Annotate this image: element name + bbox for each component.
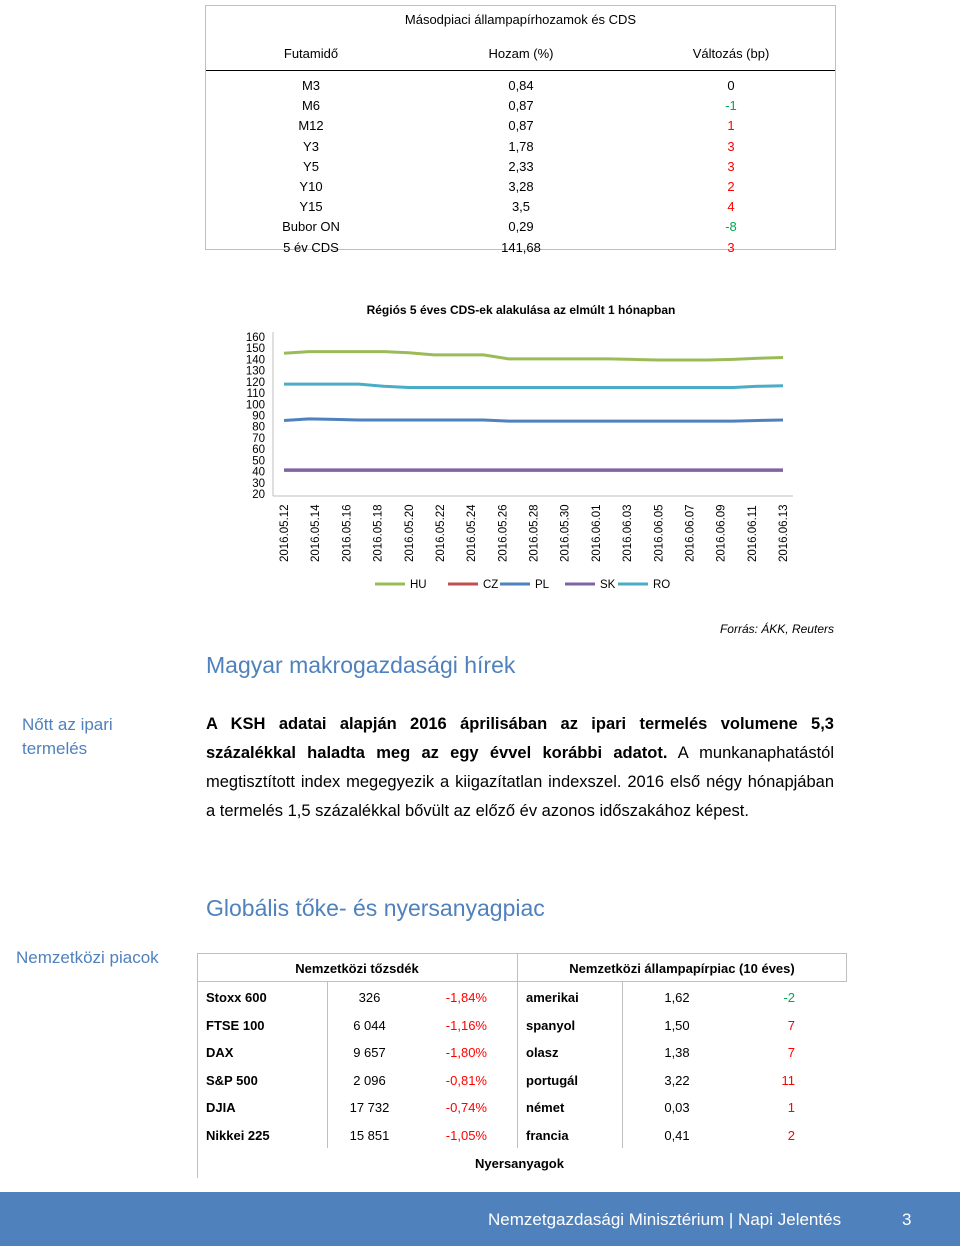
y-tick-label: 60 [252,444,265,457]
stock-name: Stoxx 600 [206,990,267,1005]
bond-name: portugál [526,1073,578,1088]
yield-cell: 0,87 [508,118,534,134]
table-row [206,199,835,219]
bond-change: 11 [781,1073,795,1088]
yield-cell: 2,33 [508,158,534,174]
col-header-yield: Hozam (%) [488,46,554,61]
stock-value: 9 657 [353,1045,386,1060]
bond-value: 0,41 [664,1128,690,1143]
table-col-divider [622,981,623,1148]
stock-value: 6 044 [353,1018,386,1033]
x-tick-label: 2016.05.18 [372,504,385,562]
yield-cell: 0,29 [508,219,534,235]
series-line-pl [284,419,783,421]
stock-value: 15 851 [349,1128,390,1143]
y-tick-label: 90 [252,410,265,423]
x-tick-label: 2016.05.20 [403,504,416,562]
y-tick-label: 80 [252,421,265,434]
stock-change: -1,16% [445,1018,487,1033]
bond-change: 2 [787,1128,795,1143]
bond-change: -2 [783,990,795,1005]
x-tick-label: 2016.06.03 [622,504,635,562]
stock-change: -1,84% [445,990,487,1005]
bond-change: 1 [787,1100,795,1115]
series-line-ro [284,384,783,387]
term-cell: 5 év CDS [283,239,339,255]
table-row [206,240,835,260]
change-cell: -1 [725,98,737,114]
x-tick-label: 2016.06.07 [684,504,697,562]
change-cell: 3 [727,138,735,154]
series-line-hu [284,352,783,360]
stock-value: 2 096 [353,1073,386,1088]
x-tick-label: 2016.05.12 [279,504,291,562]
table-row [206,118,835,138]
legend-label: PL [535,579,550,591]
term-cell: Y5 [303,158,319,174]
y-tick-label: 110 [246,388,265,401]
legend-label: RO [653,579,671,591]
yield-cell: 0,87 [508,98,534,114]
y-tick-label: 20 [252,489,265,501]
x-tick-label: 2016.06.05 [653,504,666,562]
yield-cell: 3,28 [508,179,534,194]
y-axis [246,332,793,501]
x-tick-label: 2016.05.16 [341,504,354,562]
stock-value: 326 [358,990,381,1005]
stock-name: Nikkei 225 [206,1128,270,1143]
x-axis [279,504,790,562]
table-row [206,98,835,118]
stock-name: DJIA [206,1100,236,1115]
y-tick-label: 30 [252,477,265,490]
bond-change: 7 [787,1018,795,1033]
table-mid-divider [517,953,518,1148]
yield-cell: 1,78 [508,138,534,154]
side-label-markets: Nemzetközi piacok [16,948,159,967]
legend-label: CZ [483,579,499,591]
x-tick-label: 2016.05.14 [310,504,323,562]
y-tick-label: 130 [245,365,265,378]
change-cell: 2 [727,179,735,194]
footer-title: Nemzetgazdasági Minisztérium | Napi Jelentés [488,1210,842,1229]
markets-table [197,953,847,1178]
commodities-header: Nyersanyagok [475,1156,564,1171]
header-divider [206,70,835,71]
change-cell: 3 [727,158,735,174]
stock-change: -0,81% [445,1073,487,1088]
y-tick-label: 50 [252,455,265,468]
y-tick-label: 100 [245,399,265,412]
stock-name: DAX [206,1045,234,1060]
source-note: Forrás: ÁKK, Reuters [719,622,834,636]
table-left-border [197,953,198,1178]
yield-cell: 3,5 [511,199,531,215]
series-lines [284,352,783,471]
y-tick-label: 160 [245,332,265,344]
bond-name: spanyol [526,1018,576,1033]
bond-value: 1,38 [664,1045,690,1060]
term-cell: Y15 [299,199,323,215]
chart-title: Régiós 5 éves CDS-ek alakulása az elmúlt 1 hónapban [366,303,676,317]
yield-cell: 141,68 [501,239,541,255]
bond-value: 0,03 [664,1100,690,1115]
news-paragraph [206,710,834,826]
bond-name: német [526,1100,565,1115]
x-tick-label: 2016.05.24 [466,504,479,562]
x-tick-label: 2016.05.28 [528,504,541,562]
bond-name: amerikai [526,990,579,1005]
x-tick-label: 2016.06.13 [778,504,790,562]
footer-bar [0,1192,960,1246]
x-tick-label: 2016.06.01 [590,504,603,562]
table-col-divider [327,981,328,1148]
x-tick-label: 2016.06.11 [746,505,759,562]
term-cell: Bubor ON [282,219,340,235]
term-cell: M6 [301,98,321,114]
x-tick-label: 2016.05.22 [434,504,447,562]
table-top-border [197,953,847,954]
bond-value: 1,50 [664,1018,690,1033]
stock-change: -0,74% [445,1100,487,1115]
table-row [206,159,835,179]
stock-change: -1,80% [445,1045,487,1060]
stock-name: FTSE 100 [206,1018,265,1033]
legend-label: HU [410,579,427,591]
y-tick-label: 140 [245,354,265,367]
macro-section-title: Magyar makrogazdasági hírek [206,652,516,678]
bond-table-title: Másodpiaci állampapírhozamok és CDS [404,12,637,27]
table-row [206,139,835,159]
y-tick-label: 40 [252,466,265,479]
change-cell: 4 [727,199,735,215]
change-cell: 3 [727,239,735,255]
change-cell: 0 [727,78,735,93]
y-tick-label: 150 [245,343,265,356]
table-header-line [197,981,847,982]
global-section-title: Globális tőke- és nyersanyagpiac [206,895,545,921]
change-cell: 1 [727,118,735,134]
stock-change: -1,05% [445,1128,487,1143]
y-tick-label: 120 [245,376,265,389]
x-tick-label: 2016.05.30 [559,504,572,562]
term-cell: Y3 [303,138,319,154]
stock-name: S&P 500 [206,1073,258,1088]
term-cell: Y10 [299,179,323,194]
bond-name: olasz [526,1045,559,1060]
bond-value: 3,22 [664,1073,690,1088]
news-bold: A KSH adatai alapján 2016 áprilisában az ipari termelés volumene 5,3 százalékkal haladta meg az egy évvel korábbi adatot. [206,715,834,762]
table-row [206,179,835,199]
change-cell: -8 [725,219,737,235]
yield-cell: 0,84 [508,78,534,93]
x-tick-label: 2016.06.09 [715,504,728,562]
bond-change: 7 [787,1045,795,1060]
table-row [206,219,835,239]
page-number: 3 [902,1210,912,1229]
chart-legend [375,579,670,591]
table-row [206,78,835,98]
news-text: A munkanaphatástól megtisztított index megegyezik a kiigazítatlan indexszel. 2016 első négy hónapjában a termelés 1,5 százalékkal bővült az előző év azonos időszakához képest. [206,744,834,820]
y-tick-label: 70 [252,432,265,445]
x-tick-label: 2016.05.26 [497,504,510,562]
side-label-industry: Nőtt az ipari termelés [22,715,113,758]
term-cell: M3 [301,78,321,93]
col-header-change: Változás (bp) [692,46,770,61]
term-cell: M12 [298,118,324,134]
col-header-term: Futamidő [283,46,339,61]
stock-value: 17 732 [349,1100,390,1115]
legend-label: SK [600,579,616,591]
bond-value: 1,62 [664,990,690,1005]
stock-header: Nemzetközi tőzsdék [295,961,419,976]
bond-header: Nemzetközi állampapírpiac (10 éves) [569,961,795,976]
bond-yield-table [205,5,836,255]
bond-name: francia [526,1128,569,1143]
cds-line-chart [240,292,810,602]
